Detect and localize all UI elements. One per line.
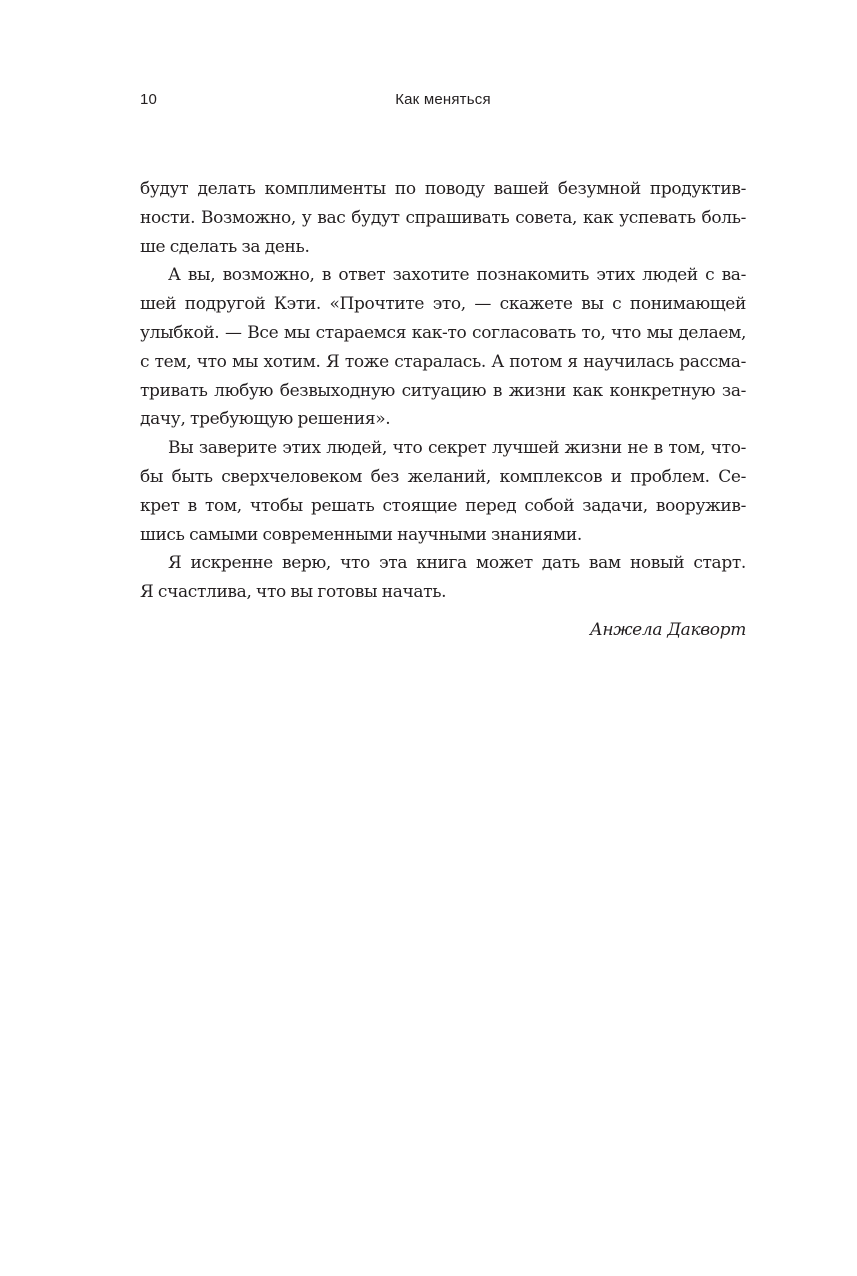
text-line: ше сделать за день.	[140, 236, 310, 257]
text-line: А вы, возможно, в ответ захотите познакомить этих людей с ва-	[168, 265, 746, 286]
text-line: ности. Возможно, у вас будут спрашивать совета, как успевать боль-	[140, 207, 746, 228]
text-line: тривать любую безвыходную ситуацию в жизни как конкретную за-	[140, 380, 746, 401]
text-line: с тем, что мы хотим. Я тоже старалась. А потом я научилась рассма-	[140, 351, 746, 372]
book-title: Как меняться	[395, 91, 491, 108]
text-line: Я искренне верю, что эта книга может дать вам новый старт.	[168, 553, 746, 574]
paragraph	[140, 434, 746, 549]
paragraph	[140, 175, 746, 261]
text-line: бы быть сверхчеловеком без желаний, комплексов и проблем. Се-	[140, 466, 746, 487]
text-line: шей подругой Кэти. «Прочтите это, — скажете вы с понимающей	[140, 294, 746, 315]
author-signature: Анжела Дакворт	[589, 620, 746, 640]
text-line: улыбкой. — Все мы стараемся как-то согласовать то, что мы делаем,	[140, 322, 746, 343]
text-line: Вы заверите этих людей, что секрет лучшей жизни не в том, что-	[168, 438, 746, 459]
text-line: крет в том, чтобы решать стоящие перед собой задачи, вооружив-	[140, 495, 746, 516]
text-line: дачу, требующую решения».	[140, 409, 391, 430]
paragraph	[140, 261, 746, 434]
page-number: 10	[140, 91, 158, 108]
text-line: шись самыми современными научными знаниями.	[140, 524, 582, 545]
paragraph	[140, 549, 746, 607]
text-line: будут делать комплименты по поводу вашей безумной продуктив-	[140, 179, 746, 199]
running-head	[140, 91, 746, 115]
text-line: Я счастлива, что вы готовы начать.	[140, 582, 447, 603]
body-text	[140, 175, 746, 607]
